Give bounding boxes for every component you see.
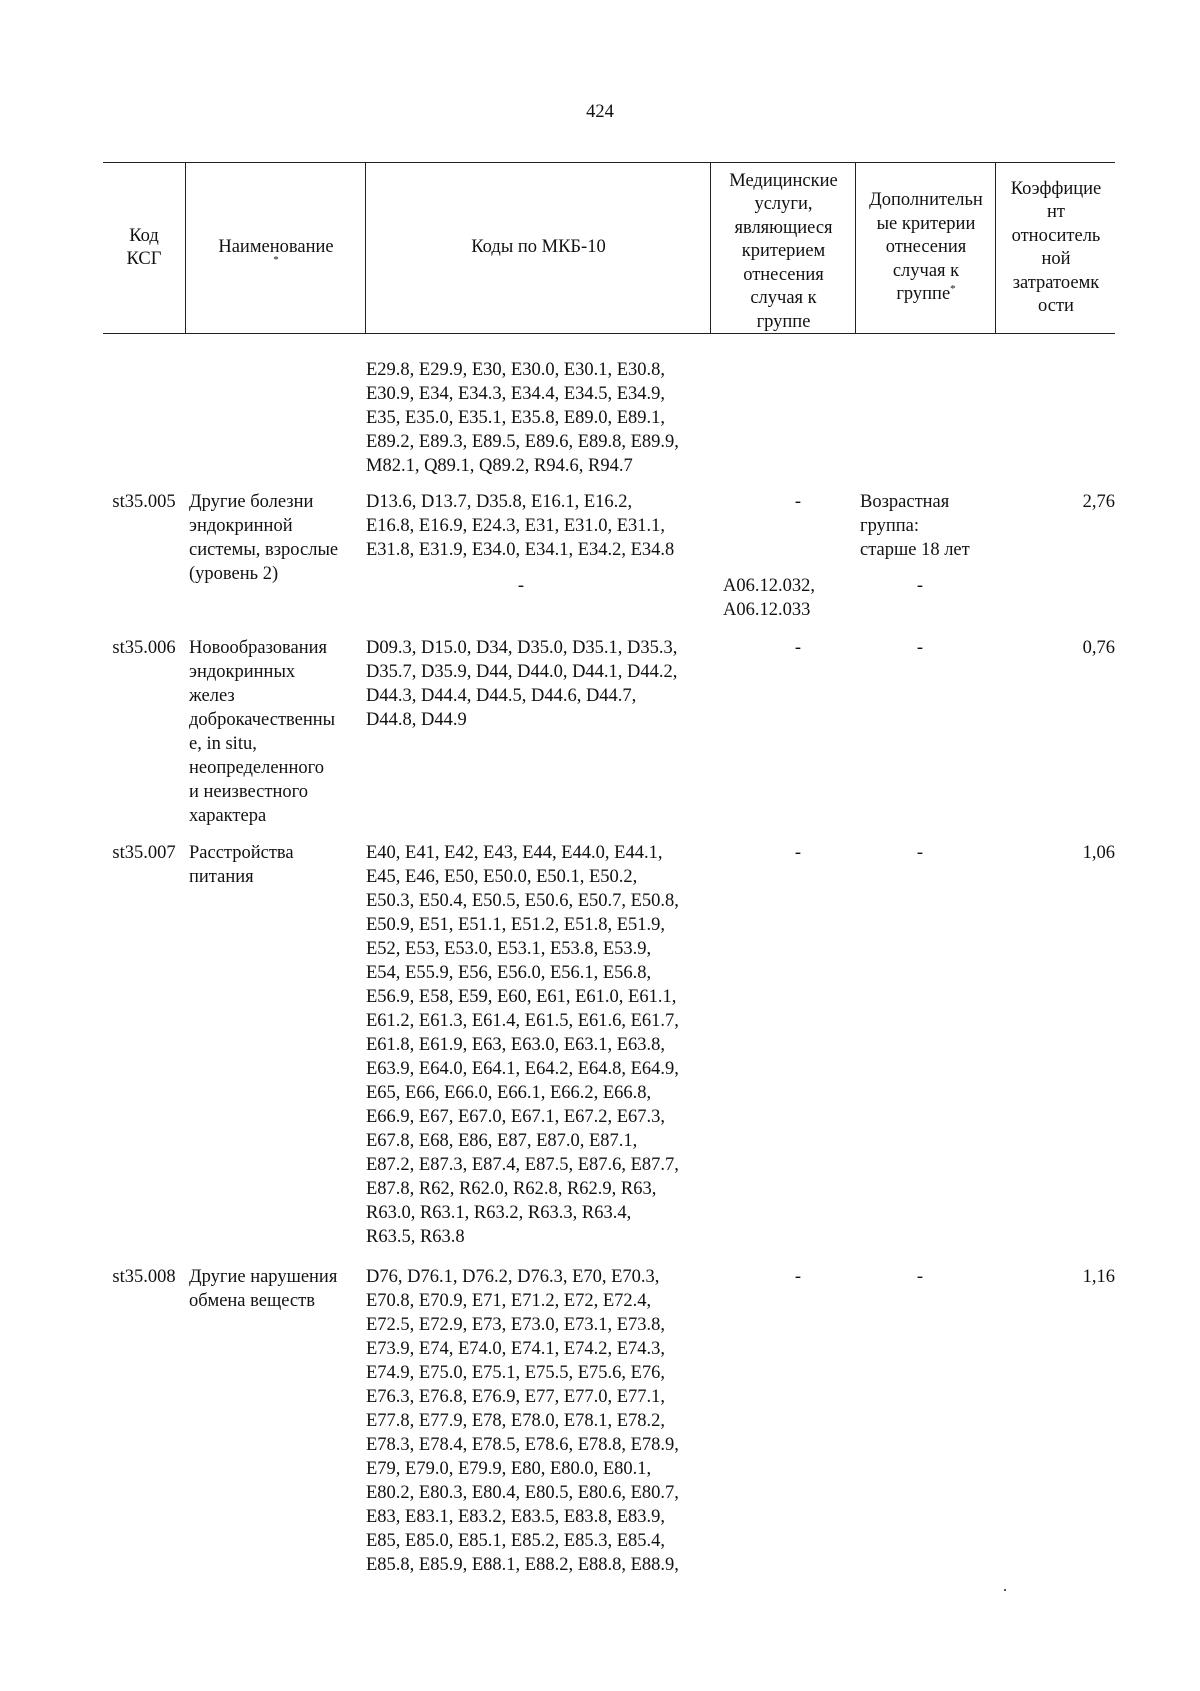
text-line: Расстройства	[189, 843, 294, 863]
header-line: случая к	[892, 260, 960, 281]
coefficient: 2,76	[1082, 492, 1115, 512]
text-line: E85.8, E85.9, E88.1, E88.2, E88.8, E88.9,	[366, 1555, 679, 1575]
text-line: E61.8, E61.9, E63, E63.0, E63.1, E63.8,	[366, 1035, 666, 1055]
header-code: Код КСГ	[126, 225, 162, 269]
text-line: и неизвестного	[189, 782, 308, 802]
text-line: E77.8, E77.9, E78, E78.0, E78.1, E78.2,	[366, 1411, 666, 1431]
header-services	[710, 163, 856, 333]
text-line: E31.8, E31.9, E34.0, E34.1, E34.2, E34.8	[366, 540, 675, 560]
text-line: E61.2, E61.3, E61.4, E61.5, E61.6, E61.7,	[366, 1011, 679, 1031]
additional-criteria	[860, 841, 980, 865]
text-line: (уровень 2)	[189, 564, 279, 584]
text-line: E72.5, E72.9, E73, E73.0, E73.1, E73.8,	[366, 1315, 666, 1335]
services: -	[794, 638, 802, 658]
header-icd-codes: Коды по МКБ-10	[365, 163, 711, 333]
header-additional	[855, 163, 996, 333]
ksg-name	[189, 841, 359, 889]
text-line: характера	[189, 806, 267, 826]
text-line: неопределенного	[189, 758, 324, 778]
header-line: Коэффицие	[1010, 178, 1102, 199]
text-line: D44.3, D44.4, D44.5, D44.6, D44.7,	[366, 686, 637, 706]
icd-codes	[366, 636, 716, 732]
text-line: E67.8, E68, E86, E87, E87.0, E87.1,	[366, 1131, 638, 1151]
text-line: M82.1, Q89.1, Q89.2, R94.6, R94.7	[366, 456, 633, 476]
ksg-table	[103, 162, 1115, 1575]
ksg-name	[189, 1265, 359, 1313]
text-line: эндокринной	[189, 516, 293, 536]
text-line: E76.3, E76.8, E76.9, E77, E77.0, E77.1,	[366, 1387, 666, 1407]
header-line: затратоемк	[1012, 272, 1100, 293]
text-line: обмена веществ	[189, 1291, 315, 1311]
text-line: E73.9, E74, E74.0, E74.1, E74.2, E74.3,	[366, 1339, 666, 1359]
text-line: -	[916, 638, 924, 658]
additional-criteria	[860, 490, 1010, 562]
header-line: случая к	[750, 288, 817, 309]
text-line: Новообразования	[189, 638, 328, 658]
text-line: эндокринных	[189, 662, 296, 682]
ksg-name	[189, 490, 359, 586]
text-line: E85, E85.0, E85.1, E85.2, E85.3, E85.4,	[366, 1531, 666, 1551]
header-line: нт	[1046, 202, 1065, 222]
text-line: A06.12.033	[723, 600, 811, 620]
header-line: критерием	[741, 241, 826, 262]
header-line: ости	[1038, 296, 1074, 316]
services-second	[723, 574, 863, 622]
text-line: E30.9, E34, E34.3, E34.4, E34.5, E34.9,	[366, 384, 666, 404]
text-line: R63.5, R63.8	[366, 1227, 465, 1247]
icd-codes	[366, 490, 716, 562]
icd-codes	[366, 841, 716, 1249]
services: -	[794, 1267, 802, 1287]
additional-criteria	[860, 636, 980, 660]
text-line: E16.8, E16.9, E24.3, E31, E31.0, E31.1,	[366, 516, 666, 536]
text-line: питания	[189, 867, 254, 887]
header-line: отнесения	[885, 237, 967, 258]
footnote-mark: *	[950, 283, 956, 296]
header-line: Дополнительн	[869, 190, 983, 211]
coefficient: 0,76	[1082, 638, 1115, 658]
text-line: е, in situ,	[189, 734, 257, 754]
text-line: Другие болезни	[189, 492, 314, 512]
services: -	[794, 492, 802, 512]
header-line: ной	[1041, 249, 1071, 269]
text-line: E89.2, E89.3, E89.5, E89.6, E89.8, E89.9,	[366, 432, 679, 452]
additional-criteria	[860, 1265, 980, 1289]
text-line: Другие нарушения	[189, 1267, 338, 1287]
text-line: E63.9, E64.0, E64.1, E64.2, E64.8, E64.9,	[366, 1059, 679, 1079]
text-line: доброкачественны	[189, 710, 336, 730]
text-line: E35, E35.0, E35.1, E35.8, E89.0, E89.1,	[366, 408, 666, 428]
text-line: Возрастная	[860, 492, 950, 512]
icd-codes	[366, 358, 716, 478]
text-line: E40, E41, E42, E43, E44, E44.0, E44.1,	[366, 843, 663, 863]
header-line: являющиеся	[734, 217, 833, 238]
text-line: E29.8, E29.9, E30, E30.0, E30.1, E30.8,	[366, 360, 666, 380]
text-line: E45, E46, E50, E50.0, E50.1, E50.2,	[366, 867, 638, 887]
coefficient: 1,06	[1082, 843, 1115, 863]
table-header	[103, 162, 1115, 334]
header-line: Медицинские	[729, 170, 838, 191]
text-line: E66.9, E67, E67.0, E67.1, E67.2, E67.3,	[366, 1107, 666, 1127]
icd-codes-dash: -	[517, 576, 525, 596]
text-line: D13.6, D13.7, D35.8, E16.1, E16.2,	[366, 492, 633, 512]
header-line: отнесения	[743, 264, 824, 285]
text-line: E54, E55.9, E56, E56.0, E56.1, E56.8,	[366, 963, 652, 983]
coefficient: 1,16	[1082, 1267, 1115, 1287]
text-line: E50.3, E50.4, E50.5, E50.6, E50.7, E50.8,	[366, 891, 679, 911]
additional-criteria-second: -	[916, 576, 924, 596]
text-line: D44.8, D44.9	[366, 710, 467, 730]
text-line: E83, E83.1, E83.2, E83.5, E83.8, E83.9,	[366, 1507, 666, 1527]
text-line: -	[916, 843, 924, 863]
text-line: E87.8, R62, R62.0, R62.8, R62.9, R63,	[366, 1179, 657, 1199]
text-line: D09.3, D15.0, D34, D35.0, D35.1, D35.3,	[366, 638, 678, 658]
header-line: услуги,	[754, 194, 813, 215]
header-line: ые критерии	[876, 213, 976, 234]
ksg-code: st35.006	[112, 638, 176, 658]
text-line: группа:	[860, 516, 919, 536]
text-line: D35.7, D35.9, D44, D44.0, D44.1, D44.2,	[366, 662, 678, 682]
header-line: группе*	[896, 283, 956, 305]
text-line: E78.3, E78.4, E78.5, E78.6, E78.8, E78.9,	[366, 1435, 679, 1455]
ksg-name	[189, 636, 359, 828]
text-line: E50.9, E51, E51.1, E51.2, E51.8, E51.9,	[366, 915, 666, 935]
text-line: R63.0, R63.1, R63.2, R63.3, R63.4,	[366, 1203, 632, 1223]
header-line: группе	[756, 311, 811, 332]
header-line: относитель	[1011, 225, 1101, 246]
ksg-code: st35.007	[112, 843, 176, 863]
header-name: Наименование *	[185, 163, 366, 333]
header-coefficient	[995, 163, 1116, 333]
ksg-code: st35.005	[112, 492, 176, 512]
text-line: E52, E53, E53.0, E53.1, E53.8, E53.9,	[366, 939, 652, 959]
services: -	[794, 843, 802, 863]
text-line: A06.12.032,	[723, 576, 815, 596]
text-line: E87.2, E87.3, E87.4, E87.5, E87.6, E87.7,	[366, 1155, 679, 1175]
text-line: -	[916, 1267, 924, 1287]
scan-speck	[1004, 1589, 1006, 1591]
text-line: старше 18 лет	[860, 540, 970, 560]
ksg-code: st35.008	[112, 1267, 176, 1287]
text-line: E80.2, E80.3, E80.4, E80.5, E80.6, E80.7,	[366, 1483, 679, 1503]
text-line: E74.9, E75.0, E75.1, E75.5, E75.6, E76,	[366, 1363, 666, 1383]
text-line: E79, E79.0, E79.9, E80, E80.0, E80.1,	[366, 1459, 652, 1479]
text-line: системы, взрослые	[189, 540, 339, 560]
text-line: E56.9, E58, E59, E60, E61, E61.0, E61.1,	[366, 987, 677, 1007]
text-line: E70.8, E70.9, E71, E71.2, E72, E72.4,	[366, 1291, 652, 1311]
icd-codes	[366, 1265, 716, 1577]
text-line: желез	[189, 686, 235, 706]
text-line: D76, D76.1, D76.2, D76.3, E70, E70.3,	[366, 1267, 660, 1287]
page-number: 424	[586, 102, 614, 122]
text-line: E65, E66, E66.0, E66.1, E66.2, E66.8,	[366, 1083, 652, 1103]
